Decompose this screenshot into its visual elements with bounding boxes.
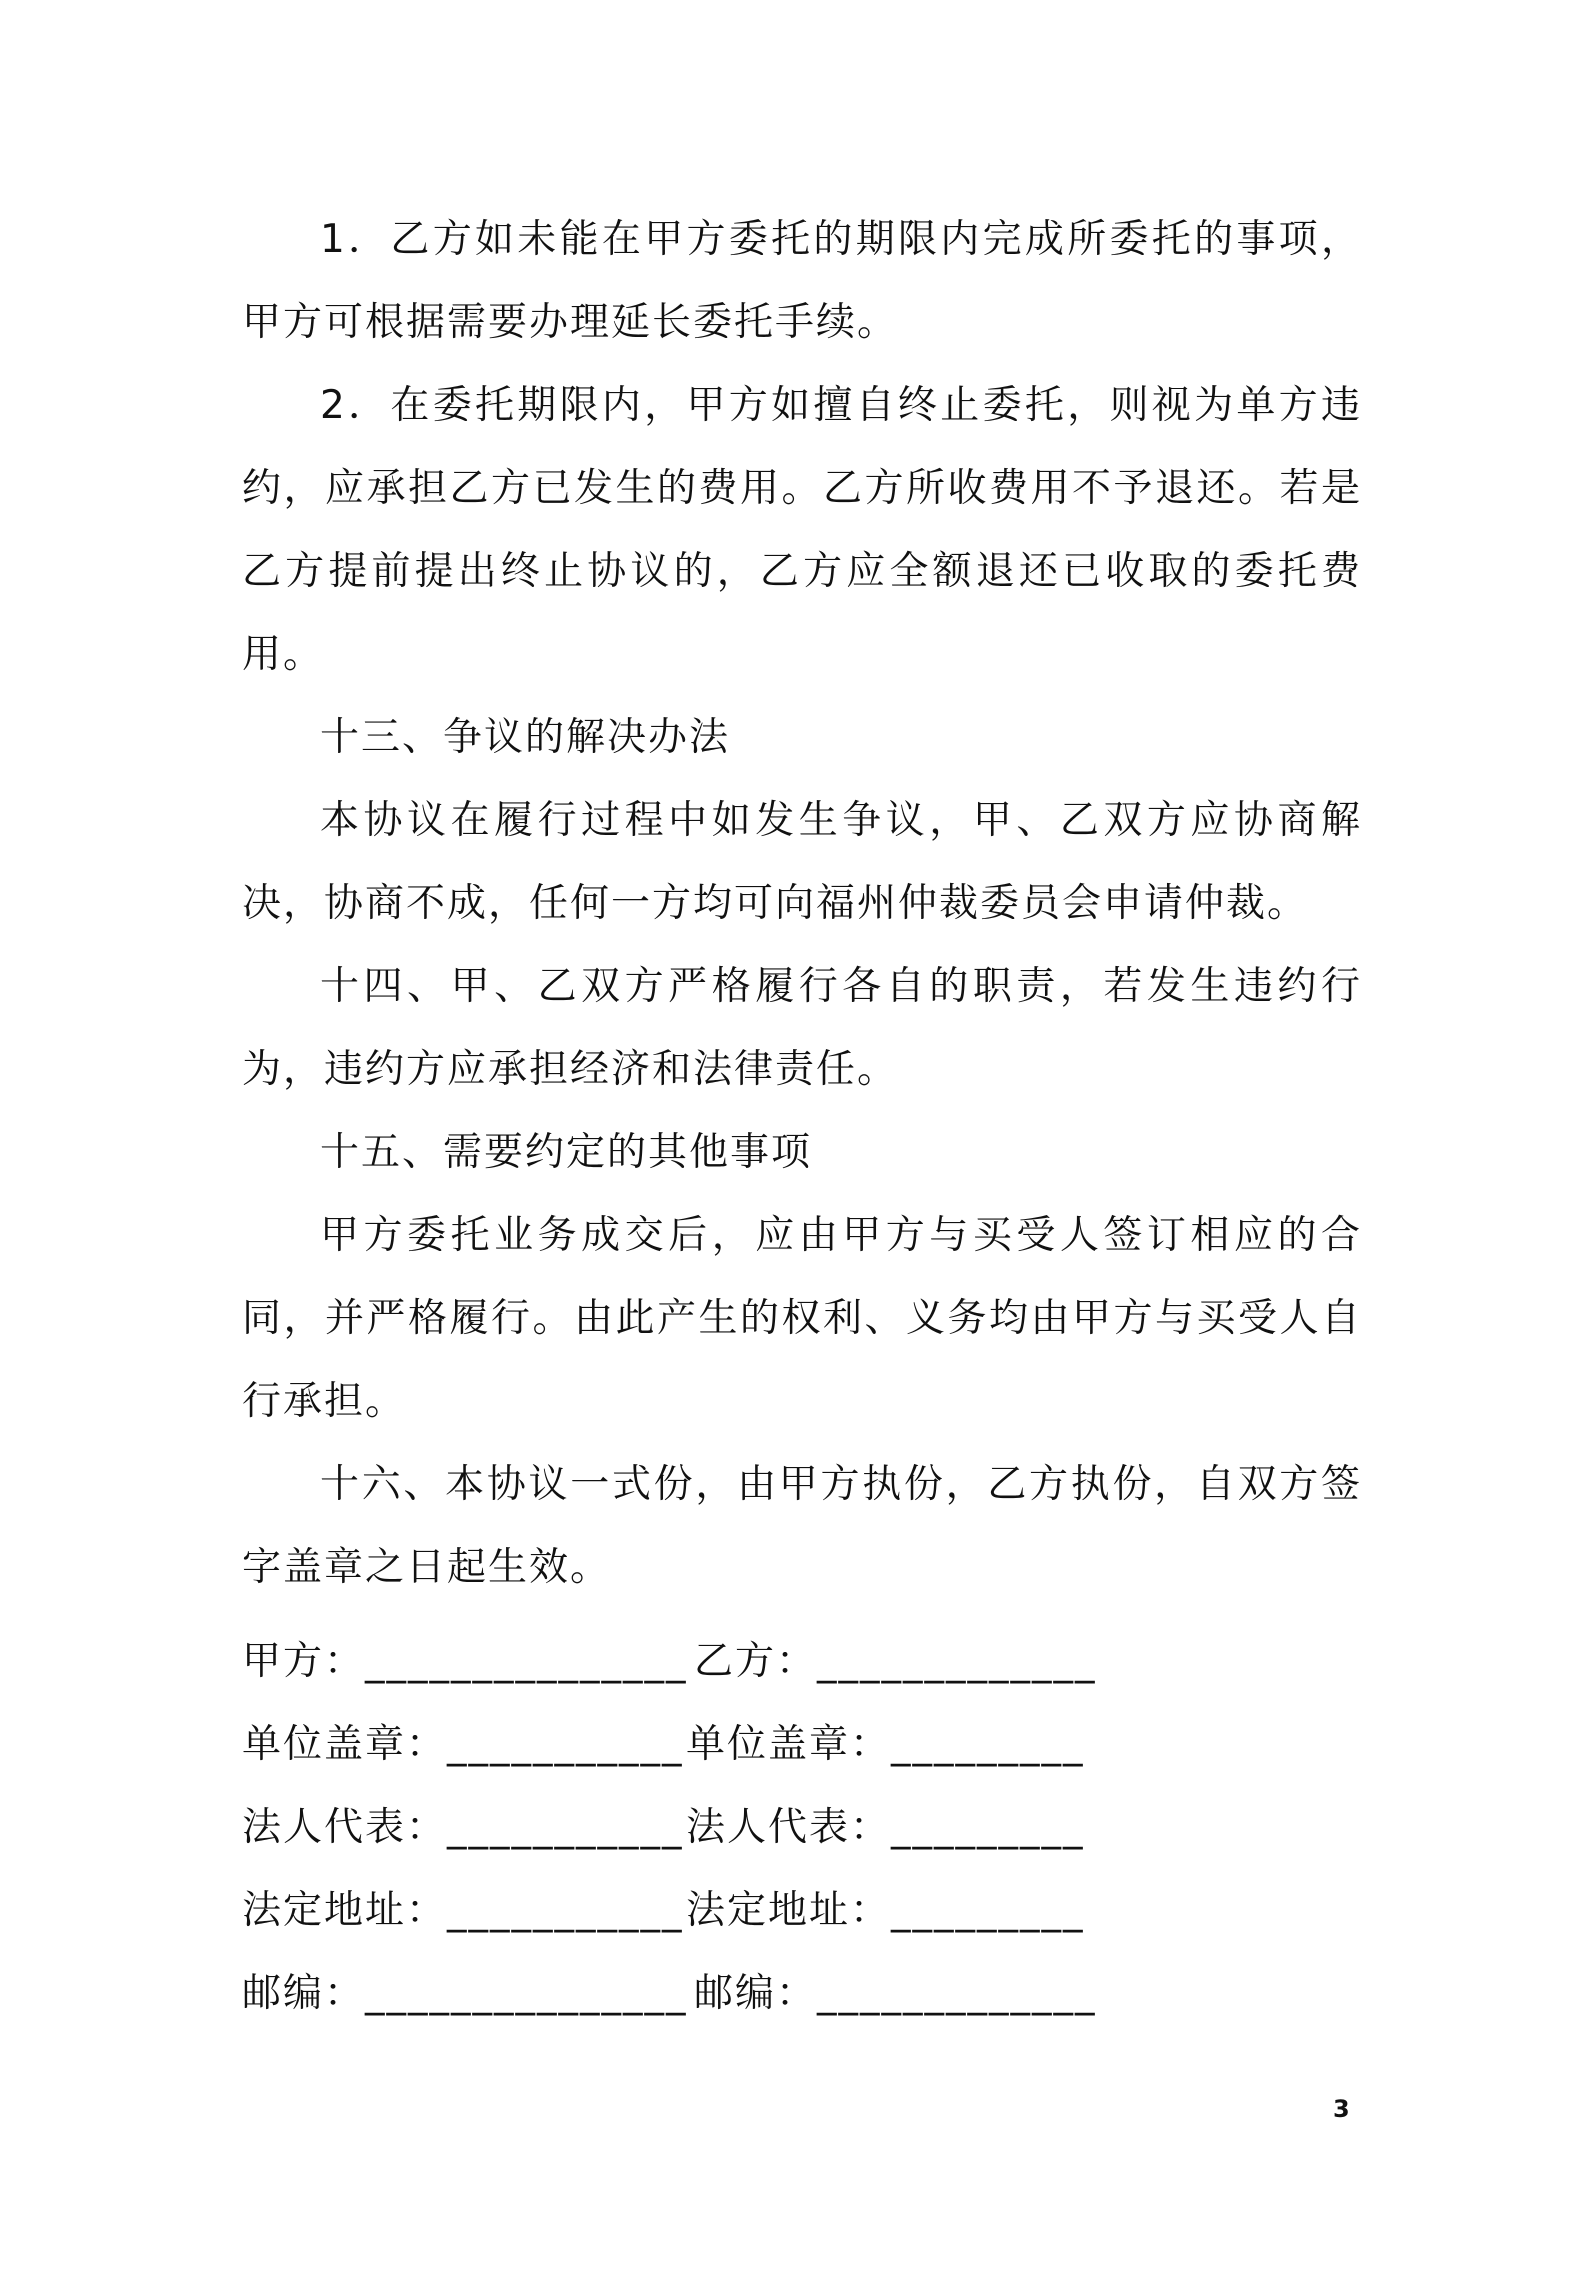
page-number: 3	[1333, 2095, 1350, 2123]
party-b-signature-line: 乙方：_____________	[694, 1639, 1097, 1684]
party-a-seal-line: 单位盖章：___________	[242, 1722, 684, 1767]
clause-termination: 2．在委托期限内，甲方如擅自终止委托，则视为单方违约，应承担乙方已发生的费用。乙方所收费用不予退还。若是乙方提前提出终止协议的，乙方应全额退还已收取的委托费用。	[242, 383, 1362, 677]
heading-other-matters: 十五、需要约定的其他事项	[320, 1130, 813, 1175]
party-a-signature-line: 甲方：_______________	[242, 1639, 688, 1684]
signature-row-party	[242, 1620, 1362, 1703]
clause-dispute-resolution: 本协议在履行过程中如发生争议，甲、乙双方应协商解决，协商不成，任何一方均可向福州仲裁委员会申请仲裁。	[242, 798, 1362, 926]
signature-block	[242, 1620, 1362, 2035]
signature-row-address	[242, 1869, 1362, 1952]
party-a-postcode-line: 邮编：_______________	[242, 1971, 688, 2016]
signature-row-seal	[242, 1703, 1362, 1786]
clause-effectiveness: 十六、本协议一式份，由甲方执份，乙方执份，自双方签字盖章之日起生效。	[242, 1462, 1362, 1590]
signature-row-representative	[242, 1786, 1362, 1869]
signature-row-postcode	[242, 1952, 1362, 2035]
clause-liability: 十四、甲、乙双方严格履行各自的职责，若发生违约行为，违约方应承担经济和法律责任。	[242, 964, 1362, 1092]
heading-dispute-resolution: 十三、争议的解决办法	[320, 715, 731, 760]
party-b-postcode-line: 邮编：_____________	[694, 1971, 1097, 2016]
party-a-representative-line: 法人代表：___________	[242, 1805, 684, 1850]
party-b-seal-line: 单位盖章：_________	[686, 1722, 1085, 1767]
contract-body	[242, 198, 1362, 1609]
party-b-representative-line: 法人代表：_________	[686, 1805, 1085, 1850]
clause-other-matters: 甲方委托业务成交后，应由甲方与买受人签订相应的合同，并严格履行。由此产生的权利、义务均由甲方与买受人自行承担。	[242, 1213, 1362, 1424]
party-b-address-line: 法定地址：_________	[686, 1888, 1085, 1933]
clause-extension: 1．乙方如未能在甲方委托的期限内完成所委托的事项，甲方可根据需要办理延长委托手续。	[242, 217, 1362, 345]
party-a-address-line: 法定地址：___________	[242, 1888, 684, 1933]
